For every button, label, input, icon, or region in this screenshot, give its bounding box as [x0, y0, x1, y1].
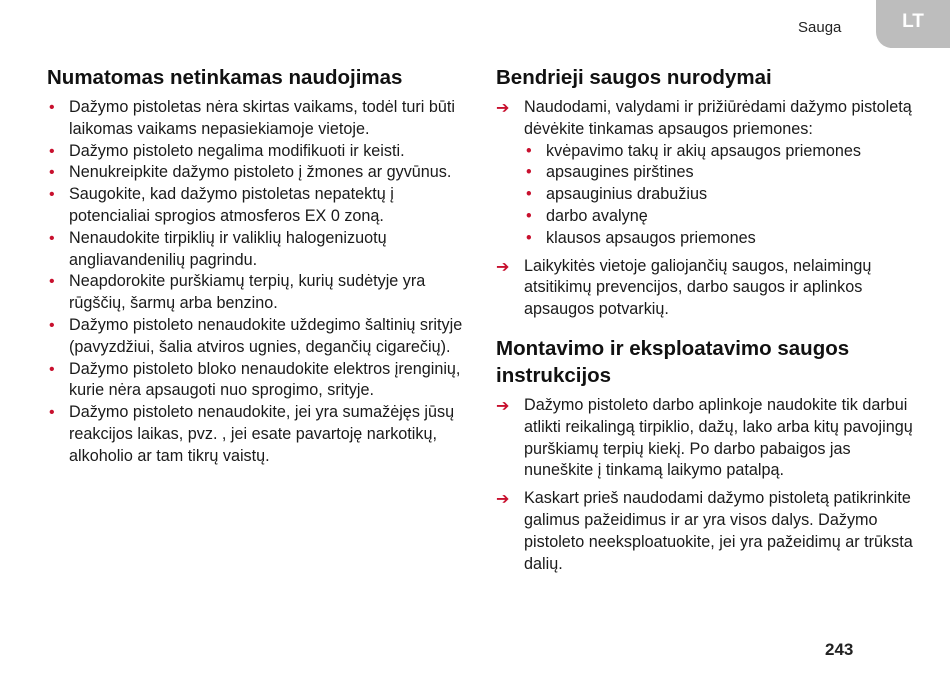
list-item: • Dažymo pistoleto nenaudokite, jei yra sumažėjęs jūsų reakcijos laikas, pvz. , jei esate pavartoję narkotikų, alkoholio ar tam tikrų vaistų. [47, 402, 472, 467]
sub-list-item: • klausos apsaugos priemones [524, 228, 921, 250]
heading-intended-misuse: Numatomas netinkamas naudojimas [47, 66, 403, 89]
list-item [496, 97, 921, 250]
list-item [496, 395, 921, 482]
language-tab [876, 0, 950, 48]
heading-general-safety: Bendrieji saugos nurodymai [496, 66, 772, 89]
red-arrow-right-icon: ➔ [496, 489, 510, 509]
list-item: • Dažymo pistoletas nėra skirtas vaikams, todėl turi būti laikomas vaikams nepasiekiamoje vietoje. [47, 97, 472, 141]
misuse-list [47, 97, 472, 468]
list-item: • Dažymo pistoleto bloko nenaudokite elektros įrenginių, kurie nėra apsaugoti nuo sprogimo, srityje. [47, 359, 472, 403]
red-arrow-right-icon: ➔ [496, 395, 510, 415]
list-item-text: Naudodami, valydami ir prižiūrėdami dažymo pistoletą dėvėkite tinkamas apsaugos priemones: [524, 98, 912, 138]
left-column [47, 64, 472, 468]
red-arrow-right-icon: ➔ [496, 256, 510, 276]
installation-safety-list [496, 395, 921, 575]
page-number: 243 [825, 640, 854, 659]
list-item-text: Kaskart prieš naudodami dažymo pistoletą patikrinkite galimus pažeidimus ir ar yra visos dalys. Dažymo pistoleto neeksploatuokite, jei yra pažeidimų ar trūksta dalių. [524, 489, 913, 573]
list-item [496, 488, 921, 575]
heading-installation-operation-safety: Montavimo ir eksploatavimo saugos instrukcijos [496, 336, 850, 387]
language-tab-label: LT [902, 10, 924, 32]
list-item: • Nenukreipkite dažymo pistoleto į žmones ar gyvūnus. [47, 162, 472, 184]
list-item [496, 256, 921, 321]
sub-list-item: • darbo avalynę [524, 206, 921, 228]
list-item: • Saugokite, kad dažymo pistoletas nepatektų į potencialiai sprogios atmosferos EX 0 zoną. [47, 184, 472, 228]
list-item-text: Dažymo pistoleto darbo aplinkoje naudokite tik darbui atlikti reikalingą tirpiklio, dažų, lako arba kitų pavojingų purškiamų terpių kiekį. Po darbo pabaigos jas nuneškite į tinkamą laikymo patalpą. [524, 395, 913, 480]
sub-list-item: • apsauginius drabužius [524, 184, 921, 206]
right-column [496, 64, 921, 581]
list-item: • Dažymo pistoleto negalima modifikuoti ir keisti. [47, 141, 472, 163]
list-item: • Nenaudokite tirpiklių ir valiklių halogenizuotų angliavandenilių pagrindu. [47, 228, 472, 272]
list-item: • Neapdorokite purškiamų terpių, kurių sudėtyje yra rūgščių, šarmų arba benzino. [47, 271, 472, 315]
list-item-text: Laikykitės vietoje galiojančių saugos, nelaimingų atsitikimų prevencijos, darbo saugos ir aplinkos apsaugos potvarkių. [524, 256, 872, 319]
list-item: • Dažymo pistoleto nenaudokite uždegimo šaltinių srityje (pavyzdžiui, šalia atviros ugnies, degančių cigarečių). [47, 315, 472, 359]
protective-equipment-list [524, 141, 921, 250]
sub-list-item: • apsaugines pirštines [524, 162, 921, 184]
sub-list-item: • kvėpavimo takų ir akių apsaugos priemones [524, 141, 921, 163]
red-arrow-right-icon: ➔ [496, 98, 510, 117]
section-title: Sauga [798, 19, 842, 36]
general-safety-list [496, 97, 921, 321]
